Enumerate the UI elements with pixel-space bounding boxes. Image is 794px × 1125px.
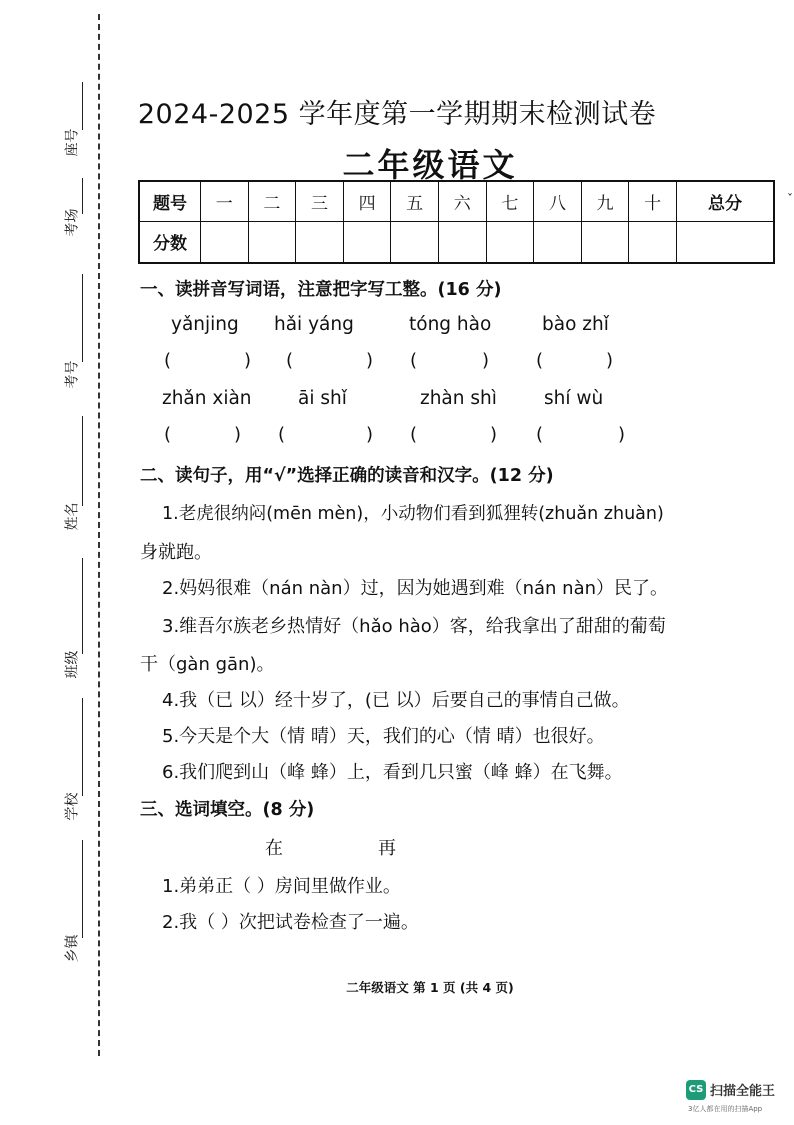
answer-paren-open: ( xyxy=(410,424,418,445)
score-table-cell: 题号 xyxy=(139,181,201,221)
answer-paren-close: ) xyxy=(366,350,374,371)
answer-paren-open: ( xyxy=(410,350,418,371)
pinyin-item: shí wù xyxy=(544,388,604,409)
score-blank-cell[interactable] xyxy=(581,221,629,263)
score-table-cell: 分数 xyxy=(139,221,201,263)
question-line: 身就跑。 xyxy=(140,542,212,563)
answer-paren-open: ( xyxy=(278,424,286,445)
seat-number-label: 座号 xyxy=(64,128,81,157)
pinyin-item: zhàn shì xyxy=(420,388,497,409)
school-field xyxy=(62,792,84,821)
section1-heading: 一、读拼音写词语，注意把字写工整。(16 分) xyxy=(140,280,502,300)
score-blank-cell[interactable] xyxy=(438,221,486,263)
answer-paren-close: ) xyxy=(234,424,242,445)
question-line: 6.我们爬到山（峰 蜂）上，看到几只蜜（峰 蜂）在飞舞。 xyxy=(162,762,623,783)
exam-room-label: 考场 xyxy=(64,208,81,237)
answer-paren-close: ) xyxy=(490,424,498,445)
pinyin-item: āi shǐ xyxy=(298,388,347,409)
exam-room-field xyxy=(62,208,84,237)
answer-paren-close: ) xyxy=(606,350,614,371)
score-blank-cell[interactable] xyxy=(534,221,582,263)
township-blank[interactable] xyxy=(82,840,83,938)
question-line: 2.妈妈很难（nán nàn）过，因为她遇到难（nán nàn）民了。 xyxy=(162,578,669,599)
score-table-cell: 五 xyxy=(391,181,439,221)
name-field xyxy=(62,502,84,531)
name-blank[interactable] xyxy=(82,416,83,506)
class-label: 班级 xyxy=(64,650,81,679)
score-blank-cell[interactable] xyxy=(677,221,775,263)
word-choice: 在 xyxy=(265,838,283,859)
word-choice: 再 xyxy=(378,838,396,859)
answer-paren-close: ) xyxy=(366,424,374,445)
question-line: 3.维吾尔族老乡热情好（hǎo hào）客，给我拿出了甜甜的葡萄 xyxy=(162,616,666,637)
score-table-cell: 九 xyxy=(581,181,629,221)
exam-number-field xyxy=(62,360,84,389)
score-table-cell: 七 xyxy=(486,181,534,221)
pinyin-item: hǎi yáng xyxy=(274,314,354,335)
school-label: 学校 xyxy=(64,792,81,821)
page-footer: 二年级语文 第 1 页 (共 4 页) xyxy=(346,980,514,995)
class-field xyxy=(62,650,84,679)
score-blank-cell[interactable] xyxy=(343,221,391,263)
score-table-cell: 六 xyxy=(438,181,486,221)
section2-heading: 二、读句子，用“√”选择正确的读音和汉字。(12 分) xyxy=(140,466,554,486)
pinyin-item: tóng hào xyxy=(409,314,492,335)
pinyin-item: yǎnjing xyxy=(171,314,239,335)
question-line: 1.老虎很纳闷(mēn mèn)，小动物们看到狐狸转(zhuǎn zhuàn) xyxy=(162,504,664,524)
pinyin-item: bào zhǐ xyxy=(542,314,609,335)
pinyin-item: zhǎn xiàn xyxy=(162,388,252,409)
answer-paren-open: ( xyxy=(164,350,172,371)
score-table-cell: 总分 xyxy=(677,181,775,221)
score-table-header-row xyxy=(139,181,774,221)
question-line: 4.我（已 以）经十岁了，(已 以）后要自己的事情自己做。 xyxy=(162,690,630,711)
question-line: 1.弟弟正（ ）房间里做作业。 xyxy=(162,876,401,897)
score-table-cell: 三 xyxy=(296,181,344,221)
section3-heading: 三、选词填空。(8 分) xyxy=(140,800,315,820)
score-table-score-row xyxy=(139,221,774,263)
name-label: 姓名 xyxy=(64,502,81,531)
score-table-cell: 四 xyxy=(343,181,391,221)
class-blank[interactable] xyxy=(82,558,83,654)
watermark-tagline: 3亿人都在用的扫描App xyxy=(688,1105,763,1113)
score-blank-cell[interactable] xyxy=(486,221,534,263)
score-table-cell: 二 xyxy=(248,181,296,221)
score-blank-cell[interactable] xyxy=(248,221,296,263)
answer-paren-open: ( xyxy=(286,350,294,371)
township-field xyxy=(62,934,84,963)
score-table-cell: 一 xyxy=(201,181,249,221)
score-blank-cell[interactable] xyxy=(296,221,344,263)
score-blank-cell[interactable] xyxy=(391,221,439,263)
scan-mark: ˇ xyxy=(787,192,793,206)
score-blank-cell[interactable] xyxy=(201,221,249,263)
score-blank-cell[interactable] xyxy=(629,221,677,263)
school-blank[interactable] xyxy=(82,698,83,796)
watermark-app-name: 扫描全能王 xyxy=(710,1084,776,1099)
exam-number-blank[interactable] xyxy=(82,274,83,362)
question-line: 5.今天是个大（情 晴）天，我们的心（情 晴）也很好。 xyxy=(162,726,605,747)
exam-subtitle: 二年级语文 xyxy=(342,146,518,184)
score-table-cell: 十 xyxy=(629,181,677,221)
question-line: 干（gàn gān)。 xyxy=(140,654,275,675)
answer-paren-open: ( xyxy=(536,350,544,371)
answer-paren-open: ( xyxy=(164,424,172,445)
answer-paren-open: ( xyxy=(536,424,544,445)
score-table xyxy=(138,180,775,264)
township-label: 乡镇 xyxy=(64,934,81,963)
answer-paren-close: ) xyxy=(618,424,626,445)
exam-title: 2024-2025 学年度第一学期期末检测试卷 xyxy=(137,99,657,130)
question-line: 2.我（ ）次把试卷检查了一遍。 xyxy=(162,912,419,933)
answer-paren-close: ) xyxy=(244,350,252,371)
exam-number-label: 考号 xyxy=(64,360,81,389)
answer-paren-close: ) xyxy=(482,350,490,371)
score-table-cell: 八 xyxy=(534,181,582,221)
camscanner-logo-icon: CS xyxy=(686,1080,706,1100)
